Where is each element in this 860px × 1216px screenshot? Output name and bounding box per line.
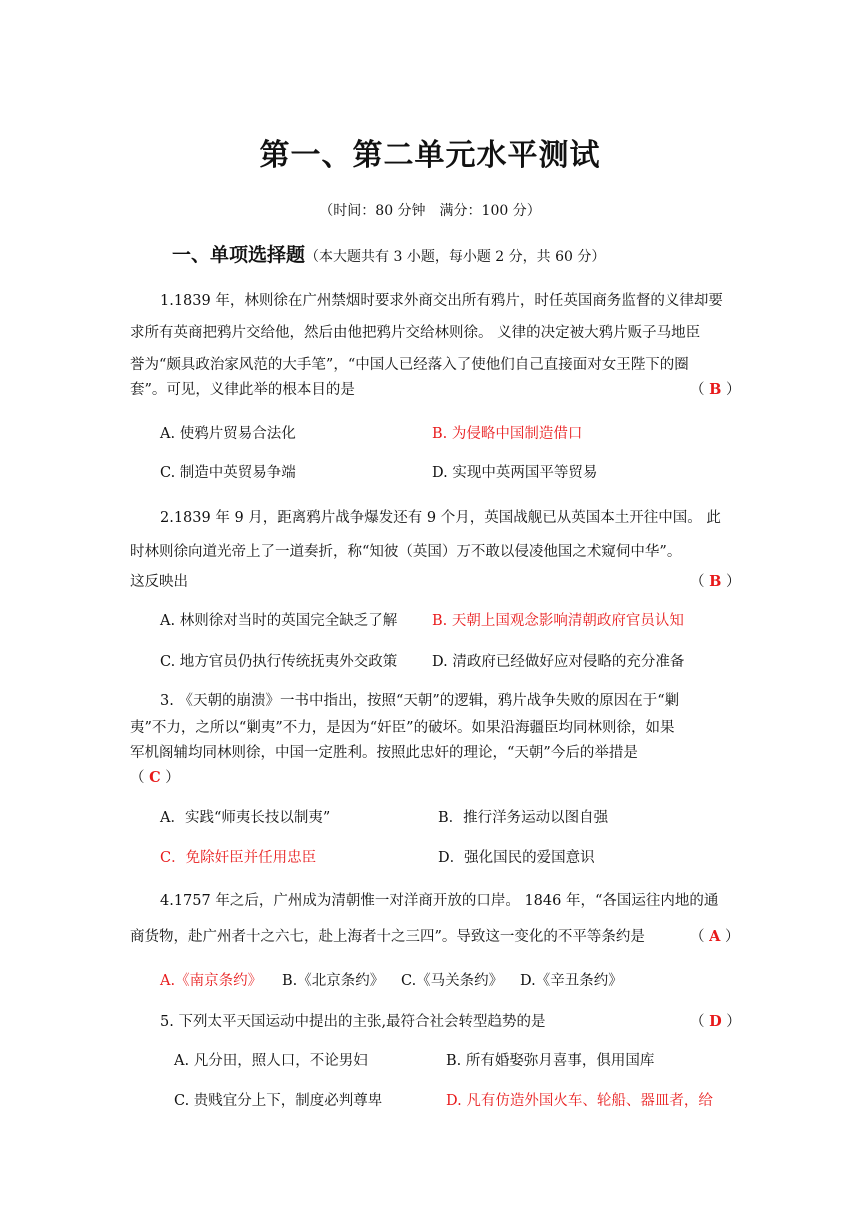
answer-letter: B xyxy=(709,381,722,398)
answer-letter: B xyxy=(709,573,722,590)
option-c: C. 贵贱宜分上下，制度必判尊卑 xyxy=(174,1093,383,1109)
option-b: B. 所有婚娶弥月喜事，俱用国库 xyxy=(446,1053,655,1069)
option-c: C. 制造中英贸易争端 xyxy=(160,465,296,481)
page-title: 第一、第二单元水平测试 xyxy=(259,138,601,173)
question-text-line: 1.1839 年，林则徐在广州禁烟时要求外商交出所有鸦片，时任英国商务监督的义律却要 xyxy=(160,293,723,309)
question-text-line: 誉为“颇具政治家风范的大手笔”，“中国人已经落入了使他们自己直接面对女王陛下的圈 xyxy=(130,357,689,373)
question-text-line: 2.1839 年 9 月，距离鸦片战争爆发还有 9 个月，英国战舰已从英国本土开往中国。 此 xyxy=(160,510,721,526)
option-d: D. 实现中英两国平等贸易 xyxy=(432,465,598,481)
option-b: B．推行洋务运动以图自强 xyxy=(438,810,609,826)
option-d: D. 清政府已经做好应对侵略的充分准备 xyxy=(432,654,685,670)
question-text-line: 这反映出 xyxy=(130,574,188,590)
answer-mark: （ D ） xyxy=(690,1013,741,1030)
option-d: D．强化国民的爱国意识 xyxy=(438,850,595,866)
option-a: A．实践“师夷长技以制夷” xyxy=(160,810,331,826)
option-c: C.《马关条约》 xyxy=(401,973,504,989)
section-title: 一、单项选择题 xyxy=(172,244,306,266)
section-note: （本大题共有 3 小题，每小题 2 分，共 60 分） xyxy=(305,249,606,265)
option-a: A. 林则徐对当时的英国完全缺乏了解 xyxy=(160,613,398,629)
section-heading xyxy=(172,240,605,267)
option-c: C. 地方官员仍执行传统抚夷外交政策 xyxy=(160,654,398,670)
question-text-line: 军机阁辅均同林则徐，中国一定胜利。按照此忠奸的理论，“天朝”今后的举措是 xyxy=(130,745,638,761)
question-text-line: 5. 下列太平天国运动中提出的主张,最符合社会转型趋势的是 xyxy=(160,1014,546,1030)
option-a: A. 使鸦片贸易合法化 xyxy=(160,426,296,442)
question-text-line: 夷”不力，之所以“剿夷”不力，是因为“奸臣”的破坏。如果沿海疆臣均同林则徐，如果 xyxy=(130,720,675,736)
option-a: A. 凡分田，照人口，不论男妇 xyxy=(174,1053,368,1069)
option-b: B. 为侵略中国制造借口 xyxy=(432,426,583,442)
question-text-line: 商货物，赴广州者十之六七，赴上海者十之三四”。导致这一变化的不平等条约是 xyxy=(130,929,645,945)
option-b: B. 天朝上国观念影响清朝政府官员认知 xyxy=(432,613,684,629)
question-text-line: 求所有英商把鸦片交给他，然后由他把鸦片交给林则徐。 义律的决定被大鸦片贩子马地臣 xyxy=(130,325,701,341)
option-b: B.《北京条约》 xyxy=(282,973,385,989)
answer-mark: （ B ） xyxy=(690,381,741,398)
answer-mark: （ A ） xyxy=(690,928,740,945)
answer-letter: C xyxy=(149,769,161,786)
question-text-line: 3. 《天朝的崩溃》一书中指出，按照“天朝”的逻辑，鸦片战争失败的原因在于“剿 xyxy=(160,693,680,709)
question-text-line: 套”。可见，义律此举的根本目的是 xyxy=(130,382,355,398)
question-text-line: 时林则徐向道光帝上了一道奏折，称“知彼（英国）万不敢以侵凌他国之术窥伺中华”。 xyxy=(130,544,682,560)
option-c: C．免除奸臣并任用忠臣 xyxy=(160,850,317,866)
exam-info: （时间：80 分钟 满分：100 分） xyxy=(319,203,541,219)
answer-mark: （ B ） xyxy=(690,573,741,590)
answer-mark: （ C ） xyxy=(130,769,180,786)
answer-letter: A xyxy=(709,928,721,945)
answer-letter: D xyxy=(709,1013,722,1030)
question-text-line: 4.1757 年之后，广州成为清朝惟一对洋商开放的口岸。 1846 年，“各国运往内地的通 xyxy=(160,893,719,909)
option-d: D.《辛丑条约》 xyxy=(520,973,623,989)
option-a: A.《南京条约》 xyxy=(160,973,263,989)
option-d: D. 凡有仿造外国火车、轮船、器皿者，给 xyxy=(446,1093,713,1109)
